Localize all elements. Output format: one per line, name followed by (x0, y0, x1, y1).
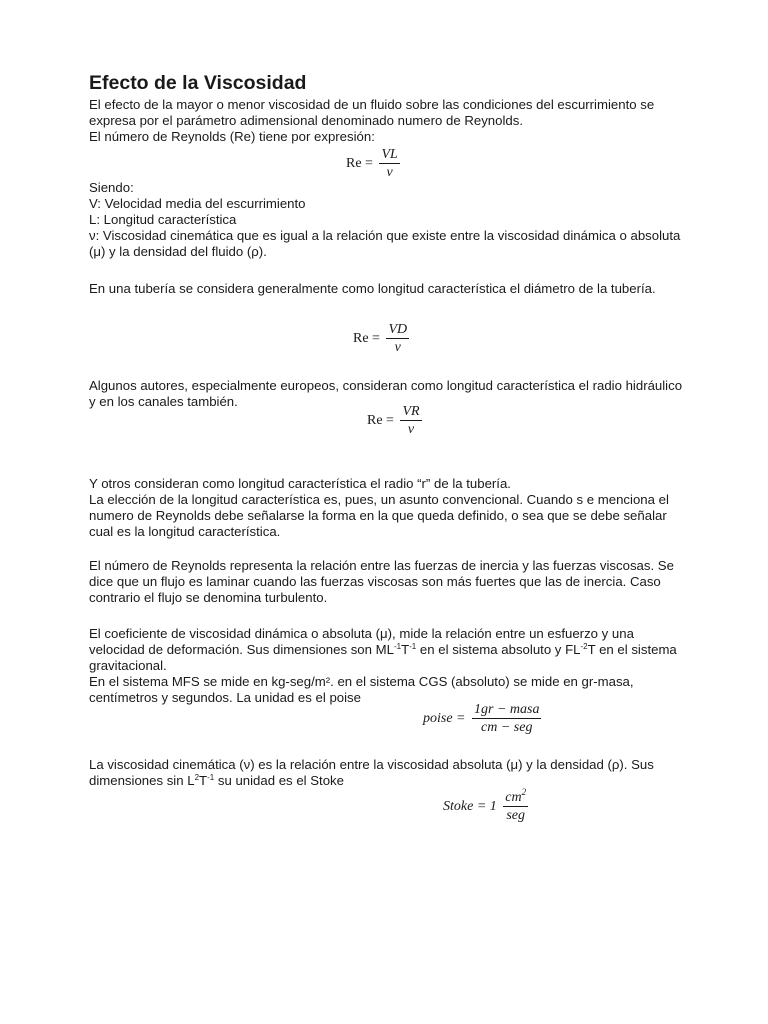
text-line (89, 642, 709, 658)
text-line: (μ) y la densidad del fluido (ρ). (89, 244, 267, 259)
text-segment: T (199, 773, 208, 788)
text-line: centímetros y segundos. La unidad es el poise (89, 690, 361, 705)
equation-numerator: VD (388, 322, 408, 337)
text-line: ν: Viscosidad cinemática que es igual a la relación que existe entre la viscosidad dinámica o absoluta (89, 228, 681, 243)
text-line: V: Velocidad media del escurrimiento (89, 196, 306, 211)
superscript: 2 (521, 787, 527, 797)
superscript: -1 (393, 642, 402, 651)
superscript: -1 (409, 642, 417, 651)
representa-paragraph (89, 558, 709, 606)
equation-lhs: Re = (353, 330, 380, 346)
equation-denominator: seg (506, 808, 526, 823)
text-segment: dimensiones sin L (89, 773, 195, 788)
text-line: El efecto de la mayor o menor viscosidad de un fluido sobre las condiciones del escurrimiento se (89, 97, 655, 112)
text-line: El número de Reynolds representa la relación entre las fuerzas de inercia y las fuerzas viscosas. Se (89, 558, 674, 573)
text-line: y en los canales también. (89, 394, 238, 409)
equation-reynolds-vl (346, 147, 400, 180)
equation-lhs: Re = (346, 155, 373, 171)
text-line: La viscosidad cinemática (ν) es la relación entre la viscosidad absoluta (μ) y la densidad (ρ). Sus (89, 757, 654, 772)
text-segment: su unidad es el Stoke (214, 773, 344, 788)
otros-paragraph (89, 476, 709, 540)
equation-numerator: VR (402, 404, 420, 419)
text-line: expresa por el parámetro adimensional denominado numero de Reynolds. (89, 113, 523, 128)
text-line: gravitacional. (89, 658, 167, 673)
numerator-base: cm (505, 790, 522, 805)
text-line: En el sistema MFS se mide en kg-seg/m². en el sistema CGS (absoluto) se mide en gr-masa, (89, 674, 634, 689)
text-segment: T en el sistema (587, 642, 677, 657)
equation-fraction (400, 404, 421, 437)
coeficiente-paragraph (89, 626, 709, 706)
text-line: El coeficiente de viscosidad dinámica o absoluta (μ), mide la relación entre un esfuerzo y una (89, 626, 634, 641)
text-line: Y otros consideran como longitud característica el radio “r” de la tubería. (89, 476, 511, 491)
equation-fraction (379, 147, 399, 180)
text-segment: T (401, 642, 410, 657)
equation-reynolds-vd (353, 322, 409, 355)
equation-denominator: ν (394, 340, 401, 355)
equation-fraction (386, 322, 409, 355)
equation-numerator: VL (381, 147, 398, 162)
text-line: En una tubería se considera generalmente como longitud característica el diámetro de la tubería. (89, 281, 656, 296)
intro-paragraph (89, 97, 709, 145)
equation-poise (423, 702, 541, 735)
definitions-paragraph (89, 180, 709, 260)
equation-denominator: ν (386, 165, 393, 180)
equation-lhs: Stoke = 1 (443, 798, 497, 814)
equation-reynolds-vr (367, 404, 422, 437)
equation-fraction (503, 787, 528, 823)
equation-numerator (503, 787, 528, 807)
text-line: La elección de la longitud característica es, pues, un asunto convencional. Cuando s e menciona el (89, 492, 669, 507)
text-line: contrario el flujo se denomina turbulento. (89, 590, 328, 605)
text-line: dice que un flujo es laminar cuando las fuerzas viscosas son más fuertes que las de inercia. Caso (89, 574, 661, 589)
equation-lhs: poise = (423, 710, 466, 726)
text-line: numero de Reynolds debe señalarse la forma en la que queda definido, o sea que se debe señalar (89, 508, 667, 523)
equation-numerator: 1gr − masa (474, 702, 540, 717)
text-line: El número de Reynolds (Re) tiene por expresión: (89, 129, 375, 144)
tuberia-paragraph (89, 281, 709, 297)
equation-stoke (443, 787, 528, 823)
text-segment: en el sistema absoluto y FL (416, 642, 581, 657)
text-line: Algunos autores, especialmente europeos, consideran como longitud característica el radio hidráulico (89, 378, 683, 393)
text-line: L: Longitud característica (89, 212, 237, 227)
superscript: 2 (194, 773, 200, 782)
cinematica-paragraph (89, 757, 709, 789)
superscript: -2 (580, 642, 588, 651)
text-segment: velocidad de deformación. Sus dimensiones son ML (89, 642, 394, 657)
equation-denominator: cm − seg (481, 720, 533, 735)
equation-fraction (472, 702, 541, 735)
section-title: Efecto de la Viscosidad (89, 72, 307, 94)
equation-lhs: Re = (367, 412, 394, 428)
text-line: Siendo: (89, 180, 134, 195)
superscript: -1 (207, 773, 215, 782)
equation-denominator: ν (407, 422, 415, 437)
text-line (89, 773, 709, 789)
text-line: cual es la longitud característica. (89, 524, 281, 539)
